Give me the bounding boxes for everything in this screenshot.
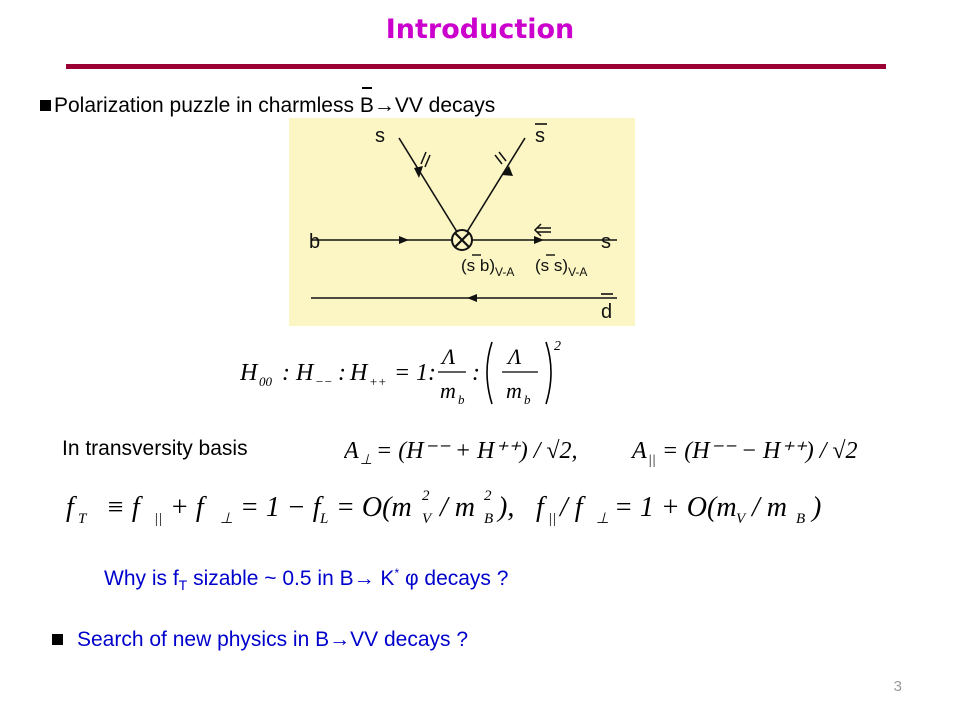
svg-text:++: ++ xyxy=(369,374,387,389)
svg-text:V: V xyxy=(736,511,746,527)
svg-text:= 1 − f: = 1 − f xyxy=(240,492,321,523)
label-sbar-top-right: s xyxy=(535,125,545,147)
svg-text:= 1 + O(m: = 1 + O(m xyxy=(614,492,737,523)
svg-text:=: = xyxy=(394,360,411,386)
svg-text:2: 2 xyxy=(422,488,430,504)
svg-text:A: A xyxy=(632,438,647,464)
helicity-mark-right xyxy=(495,155,502,164)
transversity-label: In transversity basis xyxy=(62,437,248,460)
bullet1-text-pre: Polarization puzzle in charmless xyxy=(54,94,360,117)
svg-text:Λ: Λ xyxy=(442,344,456,369)
feynman-diagram-svg xyxy=(289,118,635,326)
svg-text:A: A xyxy=(344,438,359,464)
svg-text:||: || xyxy=(548,511,557,527)
label-s-top-left: s xyxy=(375,125,385,147)
page-number: 3 xyxy=(893,678,902,695)
svg-text:/ m: / m xyxy=(440,492,475,523)
svg-text:= (H⁻⁻ + H⁺⁺) / √2,: = (H⁻⁻ + H⁺⁺) / √2, xyxy=(376,438,578,464)
bullet1-b-bar: B xyxy=(359,94,374,117)
label-b-left: b xyxy=(309,231,321,253)
bullet-new-physics xyxy=(52,628,468,652)
bullet2-text: Search of new physics in B→VV decays ? xyxy=(77,628,469,651)
svg-text:Λ: Λ xyxy=(508,344,522,369)
svg-text:(s s)V-A: (s $s)_{V-A}$ xyxy=(535,256,588,279)
svg-text:00: 00 xyxy=(259,374,272,389)
svg-text:≡ f: ≡ f xyxy=(106,492,140,523)
svg-text:⊥: ⊥ xyxy=(360,453,373,468)
svg-text:B: B xyxy=(796,511,806,527)
transversity-amplitudes-equation xyxy=(344,428,874,468)
svg-text::: : xyxy=(338,360,346,386)
why-question: Why is $f_T$ sizable ~ 0.5 in B→ K* φ decays ? xyxy=(104,566,509,594)
svg-text:H: H xyxy=(240,360,258,386)
helicity-hierarchy-equation xyxy=(240,332,570,412)
svg-text:),: ), xyxy=(498,492,515,523)
four-quark-operator xyxy=(461,255,587,279)
svg-text:||: || xyxy=(154,511,163,527)
arrow-dbar-icon xyxy=(467,294,477,302)
svg-text:B: B xyxy=(484,511,494,527)
slide-title: Introduction xyxy=(385,14,575,45)
svg-text:2: 2 xyxy=(484,488,492,504)
svg-text:2: 2 xyxy=(554,339,561,354)
svg-text:/ m: / m xyxy=(752,492,787,523)
s-line-left xyxy=(399,138,462,240)
svg-text:−−: −− xyxy=(315,374,333,389)
svg-text:m: m xyxy=(506,378,522,403)
helicity-mark-left xyxy=(421,152,426,164)
svg-text:1: 1 xyxy=(416,360,428,386)
svg-text::: : xyxy=(472,360,480,386)
polarization-fraction-equation xyxy=(66,484,826,530)
svg-text:||: || xyxy=(648,453,656,468)
svg-text:+ f: + f xyxy=(170,492,204,523)
svg-text:H: H xyxy=(296,360,314,386)
bullet-square-icon xyxy=(52,634,63,645)
svg-text::: : xyxy=(282,360,290,386)
arrow-b-icon xyxy=(399,236,409,244)
svg-text:b: b xyxy=(524,392,531,407)
svg-text:= (H⁻⁻ − H⁺⁺) / √2: = (H⁻⁻ − H⁺⁺) / √2 xyxy=(662,438,858,464)
svg-text:H: H xyxy=(350,360,368,386)
svg-text:V: V xyxy=(422,511,432,527)
svg-text:/ f: / f xyxy=(560,492,583,523)
svg-text:b: b xyxy=(458,392,465,407)
svg-text:(s b)V-A: (s $b)_{V-A}$ xyxy=(461,256,515,279)
svg-text:m: m xyxy=(440,378,456,403)
sbar-line-right xyxy=(462,138,525,240)
svg-text:⊥: ⊥ xyxy=(220,511,234,527)
label-s-right: s xyxy=(601,231,611,253)
svg-text:L: L xyxy=(320,511,329,527)
arrow-s-icon xyxy=(534,236,544,244)
title-underline xyxy=(66,64,886,69)
svg-text:f: f xyxy=(536,492,544,523)
svg-text:T: T xyxy=(78,511,87,527)
arrow-s-left-icon xyxy=(414,166,423,178)
bullet-square-icon xyxy=(40,100,51,111)
svg-text:): ) xyxy=(812,492,822,523)
feynman-diagram xyxy=(289,118,635,326)
svg-text:f: f xyxy=(66,492,74,523)
label-dbar-bottom: d xyxy=(601,301,613,323)
svg-text:⊥: ⊥ xyxy=(596,511,610,527)
svg-text::: : xyxy=(428,360,436,386)
bullet-polarization-puzzle xyxy=(40,94,495,118)
bullet1-text-post: →VV decays xyxy=(373,94,496,117)
svg-text:= O(m: = O(m xyxy=(336,492,412,523)
